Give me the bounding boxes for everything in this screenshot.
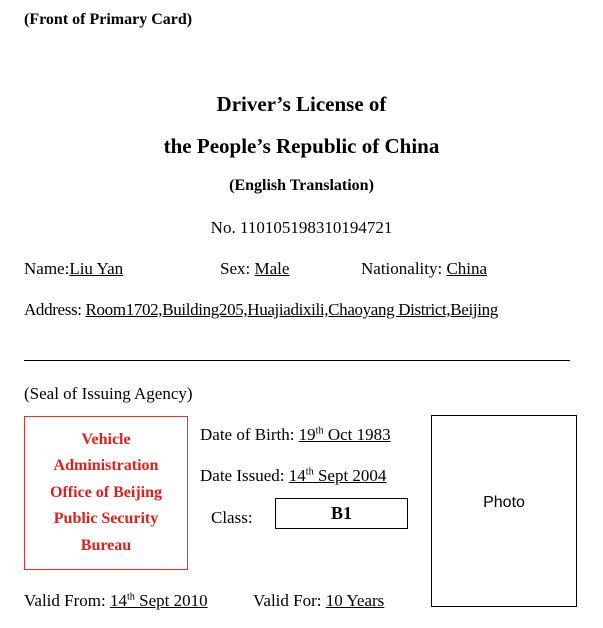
valid-for-label: Valid For:	[253, 591, 322, 610]
sex-field	[220, 259, 289, 279]
sex-value: Male	[254, 259, 290, 278]
seal-text: Vehicle Administration Office of Beijing Public Security Bureau	[50, 430, 162, 554]
nationality-value: China	[446, 259, 488, 278]
address-value: Room1702,Building205,Huajiadixili,Chaoyang District,Beijing	[85, 300, 498, 319]
date-of-birth-field	[200, 425, 391, 445]
name-value: Liu Yan	[69, 259, 124, 278]
seal-caption: (Seal of Issuing Agency)	[24, 384, 193, 403]
dob-label: Date of Birth:	[200, 425, 295, 444]
divider-line	[24, 360, 570, 361]
photo-box	[431, 415, 577, 607]
dob-value: 19th Oct 1983	[298, 425, 391, 444]
photo-label: Photo	[483, 494, 525, 511]
name-label: Name:	[24, 259, 70, 278]
date-issued-field	[200, 466, 386, 486]
issuing-agency-seal	[24, 416, 188, 570]
translation-note: (English Translation)	[229, 177, 374, 194]
nationality-field	[361, 259, 487, 279]
issued-value: 14th Sept 2004	[288, 466, 387, 485]
card-side-label: (Front of Primary Card)	[24, 11, 193, 28]
address-label: Address:	[24, 300, 82, 319]
name-field	[24, 259, 123, 279]
document-title-line2: the People’s Republic of China	[163, 134, 440, 158]
issued-label: Date Issued:	[200, 466, 285, 485]
valid-for-field	[253, 591, 384, 611]
nationality-label: Nationality:	[361, 259, 443, 278]
valid-for-value: 10 Years	[325, 591, 385, 610]
sex-label: Sex:	[220, 259, 251, 278]
class-label: Class:	[211, 508, 253, 527]
license-number: No. 110105198310194721	[210, 218, 393, 237]
valid-from-label: Valid From:	[24, 591, 106, 610]
valid-from-value: 14th Sept 2010	[109, 591, 208, 610]
valid-from-field	[24, 591, 208, 611]
address-field	[24, 300, 498, 320]
document-title-line1: Driver’s License of	[216, 92, 387, 116]
class-value-box: B1	[275, 498, 408, 529]
